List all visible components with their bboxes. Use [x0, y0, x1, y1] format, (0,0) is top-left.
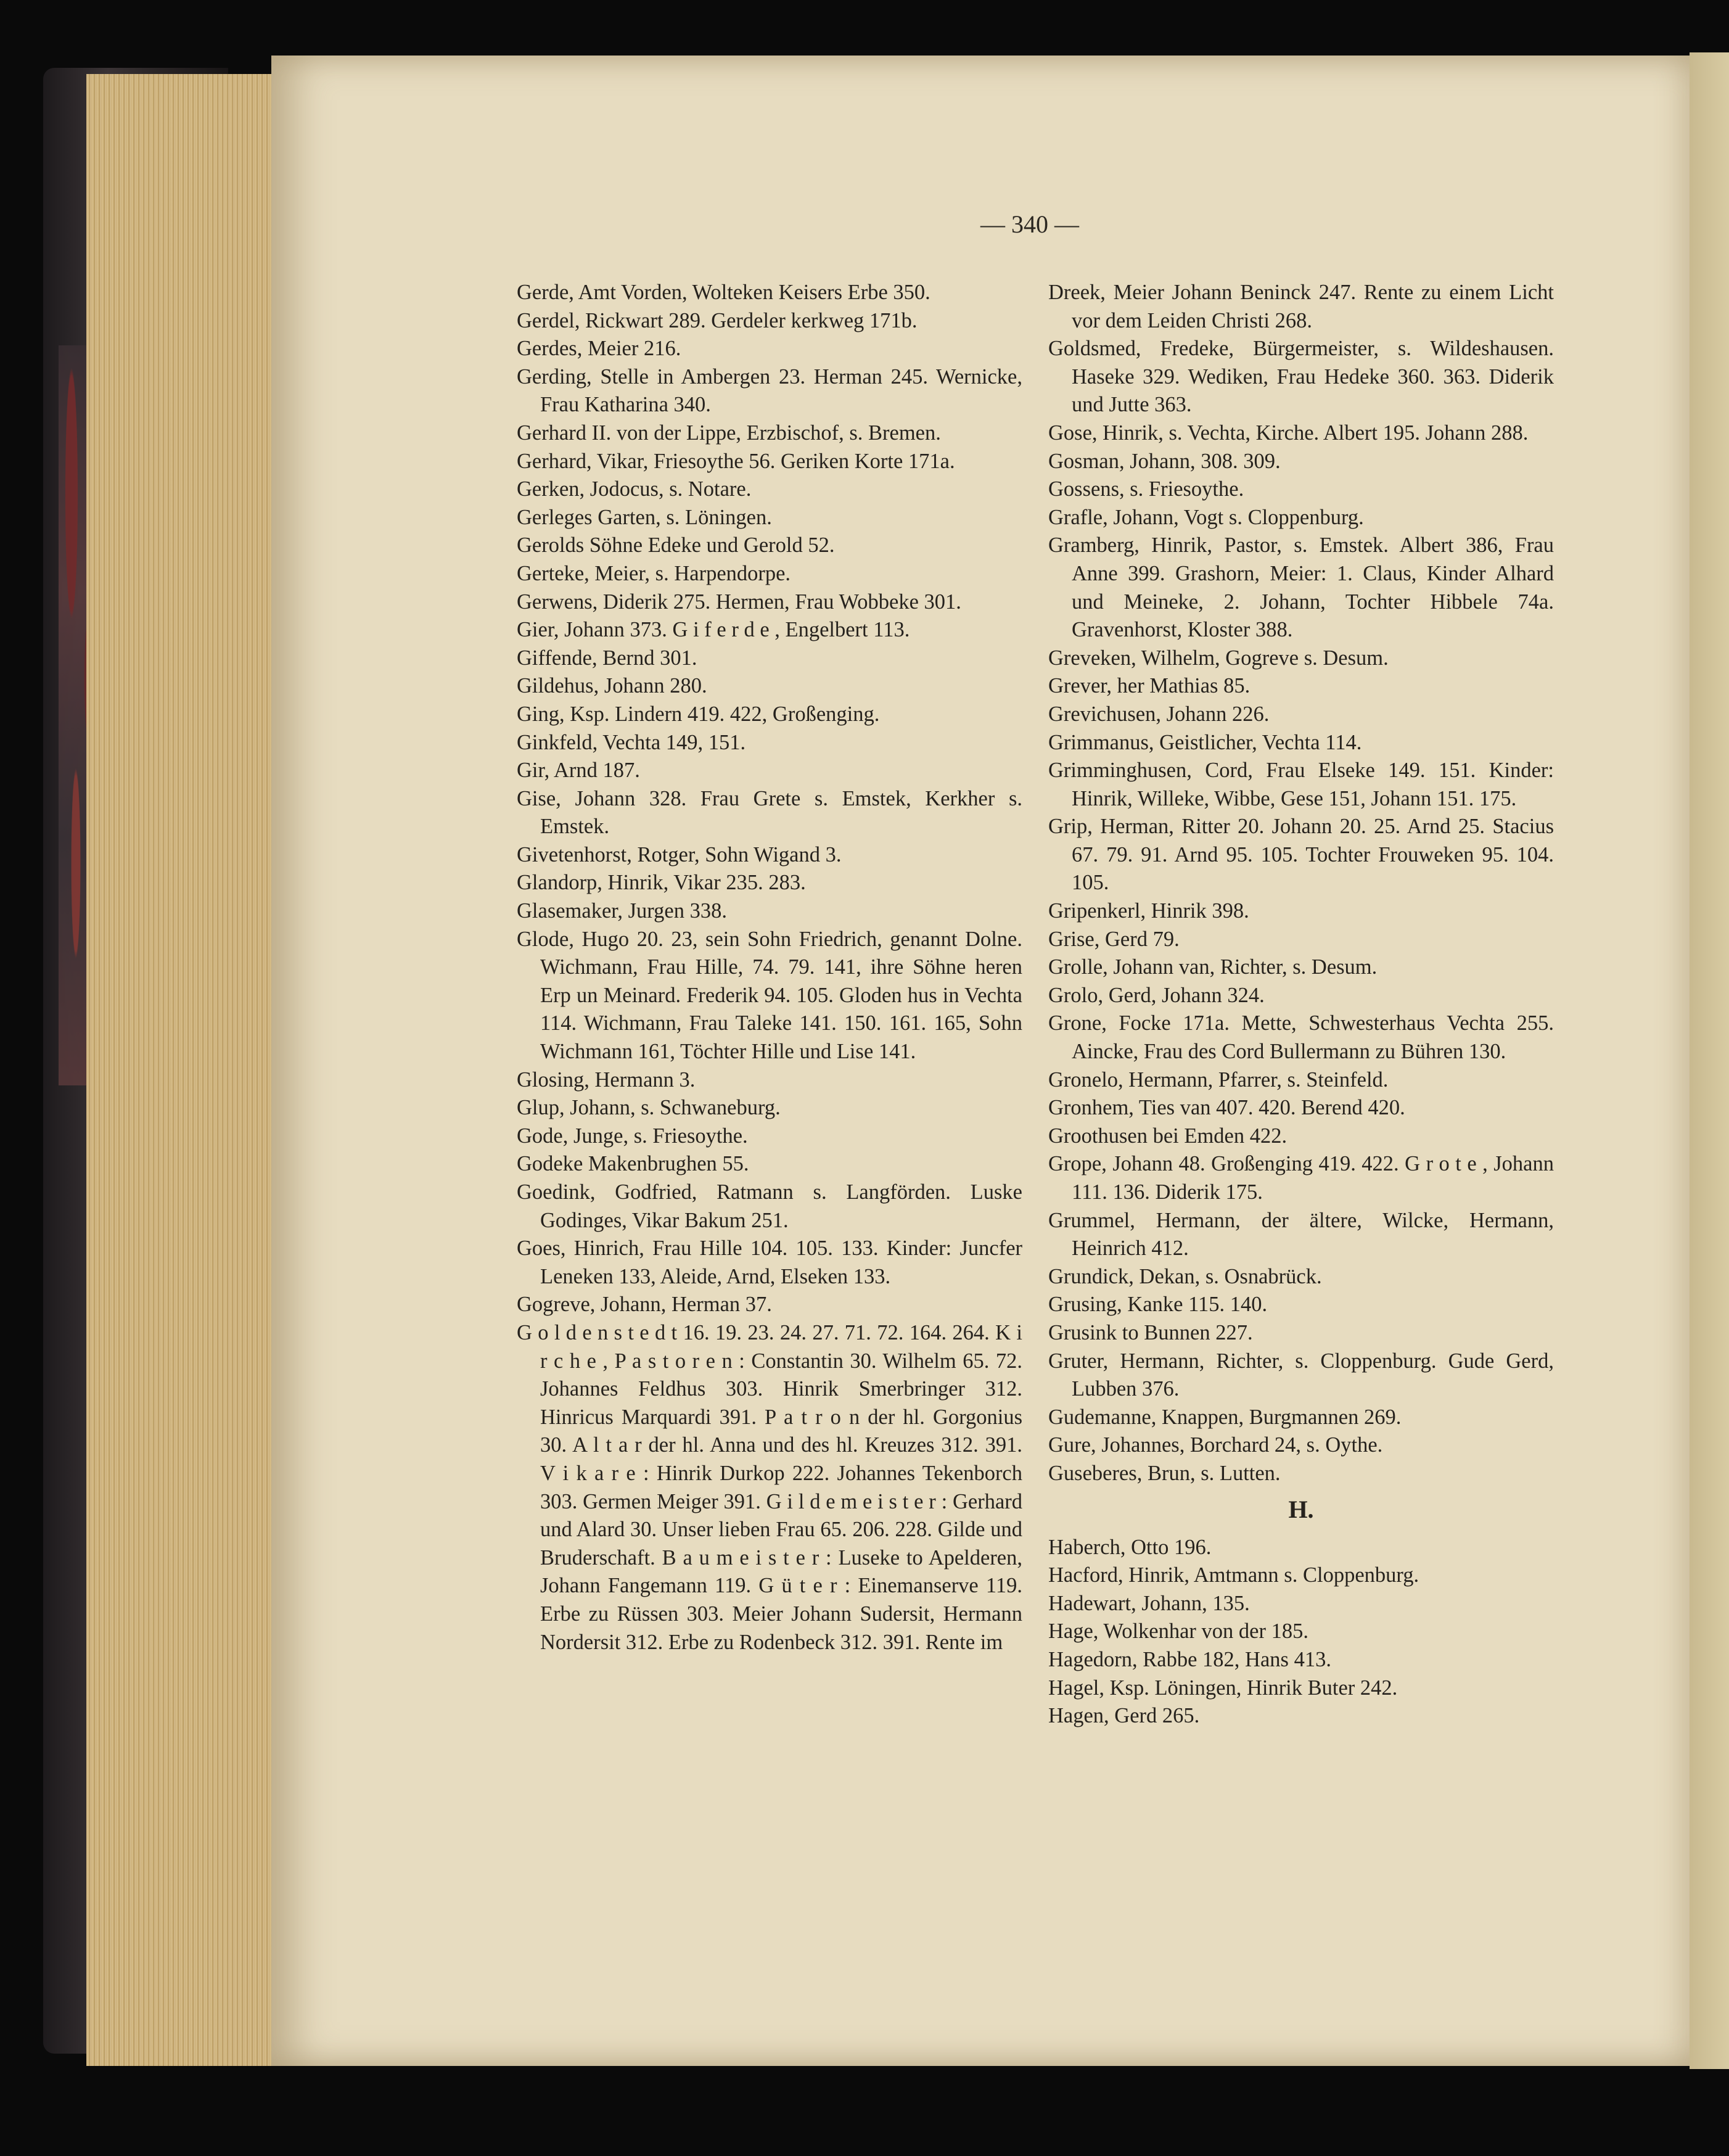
index-column-right [1048, 279, 1554, 1730]
index-entry: Gruter, Hermann, Richter, s. Cloppenburg. Gude Gerd, Lubben 376. [1048, 1349, 1554, 1401]
index-entry: Goedink, Godfried, Ratmann s. Langförden. Luske Godinges, Vikar Bakum 251. [517, 1180, 1022, 1232]
index-entry: Givetenhorst, Rotger, Sohn Wigand 3. [517, 842, 842, 866]
index-column-left [517, 279, 1022, 1656]
index-entry: Haberch, Otto 196. [1048, 1535, 1212, 1559]
index-entry: Gerleges Garten, s. Löningen. [517, 505, 772, 529]
index-entry: Gildehus, Johann 280. [517, 674, 707, 698]
index-entry: Gronhem, Ties van 407. 420. Berend 420. [1048, 1096, 1405, 1120]
index-entry: Gerolds Söhne Edeke und Gerold 52. [517, 533, 835, 558]
index-entry: Gerhard, Vikar, Friesoythe 56. Geriken Korte 171a. [517, 449, 955, 473]
index-entry: Ging, Ksp. Lindern 419. 422, Großenging. [517, 702, 880, 726]
index-entry: Gogreve, Johann, Herman 37. [517, 1293, 772, 1317]
section-heading-h: H. [1288, 1495, 1314, 1523]
index-entry: Grone, Focke 171a. Mette, Schwesterhaus Vechta 255. Aincke, Frau des Cord Bullermann zu Bühren 130. [1048, 1011, 1554, 1064]
index-entry: Gronelo, Hermann, Pfarrer, s. Steinfeld. [1048, 1068, 1389, 1092]
index-entry: Hagen, Gerd 265. [1048, 1704, 1200, 1728]
index-entry: Gosman, Johann, 308. 309. [1048, 449, 1281, 473]
index-entry: Grolle, Johann van, Richter, s. Desum. [1048, 955, 1378, 979]
index-entry: Hadewart, Johann, 135. [1048, 1591, 1250, 1615]
index-entry: Groothusen bei Emden 422. [1048, 1124, 1288, 1148]
index-entry: Gise, Johann 328. Frau Grete s. Emstek, Kerkher s. Emstek. [517, 786, 1022, 839]
index-entry: G o l d e n s t e d t 16. 19. 23. 24. 27. 71. 72. 164. 264. K i r c h e , P a s t o r e n : Constantin 30. Wilhelm 65. 72. Johannes Feldhus 303. Hinrik Smerbringer 312. Hinricus Marquardi 391. P a t r o n der hl. Gorgonius 30. A l t a r der hl. Anna und des hl. Kreuzes 312. 391. V i k a r e : Hinrik Durkop 222. Johannes Tekenborch 303. Germen Meiger 391. G i l d e m e i s t e r : Gerhard und Alard 30. Unser lieben Frau 65. 206. 228. Gilde und Bruderschaft. B a u m e i s t e r : Luseke to Apelderen, Johann Fangemann 119. G ü t e r : Einemanserve 119. Erbe zu Rüssen 303. Meier Johann Sudersit, Hermann Nordersit 312. Erbe zu Rodenbeck 312. 391. Rente im [517, 1320, 1022, 1654]
index-entry: Grope, Johann 48. Großenging 419. 422. G r o t e , Johann 111. 136. Diderik 175. [1048, 1152, 1554, 1204]
index-entry: Gudemanne, Knappen, Burgmannen 269. [1048, 1405, 1402, 1429]
index-entry: Gossens, s. Friesoythe. [1048, 477, 1244, 501]
index-entry: Gode, Junge, s. Friesoythe. [517, 1124, 748, 1148]
index-entry: Grafle, Johann, Vogt s. Cloppenburg. [1048, 505, 1364, 529]
index-entry: Goes, Hinrich, Frau Hille 104. 105. 133. Kinder: Juncfer Leneken 133, Aleide, Arnd, Elseken 133. [517, 1236, 1022, 1288]
index-entry: Gramberg, Hinrik, Pastor, s. Emstek. Albert 386, Frau Anne 399. Grashorn, Meier: 1. Claus, Kinder Alhard und Meineke, 2. Johann, Tochter Hibbele 74a. Gravenhorst, Kloster 388. [1048, 533, 1554, 642]
index-entry: Grolo, Gerd, Johann 324. [1048, 983, 1265, 1007]
index-entry: Gerteke, Meier, s. Harpendorpe. [517, 561, 791, 585]
index-entry: Grusing, Kanke 115. 140. [1048, 1293, 1268, 1317]
index-entry: Gerdes, Meier 216. [517, 337, 681, 361]
index-entry: Grimmanus, Geistlicher, Vechta 114. [1048, 730, 1362, 754]
index-entry: Dreek, Meier Johann Beninck 247. Rente zu einem Licht vor dem Leiden Christi 268. [1048, 281, 1554, 332]
index-entry: Hagedorn, Rabbe 182, Hans 413. [1048, 1647, 1331, 1671]
index-entry: Greveken, Wilhelm, Gogreve s. Desum. [1048, 646, 1389, 670]
index-entry: Gerding, Stelle in Ambergen 23. Herman 245. Wernicke, Frau Katharina 340. [517, 364, 1022, 417]
index-entry: Grip, Herman, Ritter 20. Johann 20. 25. Arnd 25. Stacius 67. 79. 91. Arnd 95. 105. Tochter Frouweken 95. 104. 105. [1048, 815, 1554, 895]
page-edges [86, 74, 284, 2066]
index-entry: Hagel, Ksp. Löningen, Hinrik Buter 242. [1048, 1676, 1398, 1700]
index-entry: Gose, Hinrik, s. Vechta, Kirche. Albert 195. Johann 288. [1048, 421, 1529, 445]
index-entry: Goldsmed, Fredeke, Bürgermeister, s. Wildeshausen. Haseke 329. Wediken, Frau Hedeke 360. 363. Diderik und Jutte 363. [1048, 337, 1554, 417]
next-page-edge [1690, 52, 1729, 2069]
index-entry: Glosing, Hermann 3. [517, 1068, 696, 1092]
index-entry: Glasemaker, Jurgen 338. [517, 899, 727, 923]
index-entry: Grundick, Dekan, s. Osnabrück. [1048, 1264, 1322, 1288]
index-entry: Gripenkerl, Hinrik 398. [1048, 899, 1249, 923]
index-entry: Hacford, Hinrik, Amtmann s. Cloppenburg. [1048, 1563, 1419, 1587]
index-entry: Gerken, Jodocus, s. Notare. [517, 477, 752, 501]
index-entry: Ginkfeld, Vechta 149, 151. [517, 730, 746, 754]
index-entry: Grevichusen, Johann 226. [1048, 702, 1270, 726]
index-entry: Gerwens, Diderik 275. Hermen, Frau Wobbeke 301. [517, 590, 961, 614]
index-entry: Glup, Johann, s. Schwaneburg. [517, 1096, 781, 1120]
index-entry: Grusink to Bunnen 227. [1048, 1320, 1253, 1344]
index-entry: Gerhard II. von der Lippe, Erzbischof, s. Bremen. [517, 421, 941, 445]
index-entry: Grise, Gerd 79. [1048, 927, 1180, 951]
index-entry: Hage, Wolkenhar von der 185. [1048, 1619, 1308, 1644]
index-entry: Gir, Arnd 187. [517, 759, 640, 783]
index-entry: Gerdel, Rickwart 289. Gerdeler kerkweg 171b. [517, 308, 918, 332]
index-entry: Guseberes, Brun, s. Lutten. [1048, 1461, 1281, 1485]
index-entry: Grummel, Hermann, der ältere, Wilcke, Hermann, Heinrich 412. [1048, 1208, 1554, 1261]
index-entry: Godeke Makenbrughen 55. [517, 1152, 749, 1176]
index-entry: Grimminghusen, Cord, Frau Elseke 149. 151. Kinder: Hinrik, Willeke, Wibbe, Gese 151, Johann 151. 175. [1048, 759, 1554, 810]
index-entry: Glandorp, Hinrik, Vikar 235. 283. [517, 871, 806, 895]
index-entry: Glode, Hugo 20. 23, sein Sohn Friedrich, genannt Dolne. Wichmann, Frau Hille, 74. 79. 141, ihre Söhne heren Erp un Meinard. Frederik 94. 105. Gloden hus in Vechta 114. Wichmann, Frau Taleke 141. 150. 161. 165, Sohn Wichmann 161, Töchter Hille und Lise 141. [517, 927, 1022, 1064]
index-entry: Gerde, Amt Vorden, Wolteken Keisers Erbe 350. [517, 281, 930, 304]
index-entry: Gure, Johannes, Borchard 24, s. Oythe. [1048, 1433, 1383, 1457]
page-number: — 340 — [980, 210, 1079, 238]
index-entry: Gier, Johann 373. G i f e r d e , Engelbert 113. [517, 618, 910, 642]
index-entry: Grever, her Mathias 85. [1048, 674, 1251, 698]
index-entry: Giffende, Bernd 301. [517, 646, 697, 670]
